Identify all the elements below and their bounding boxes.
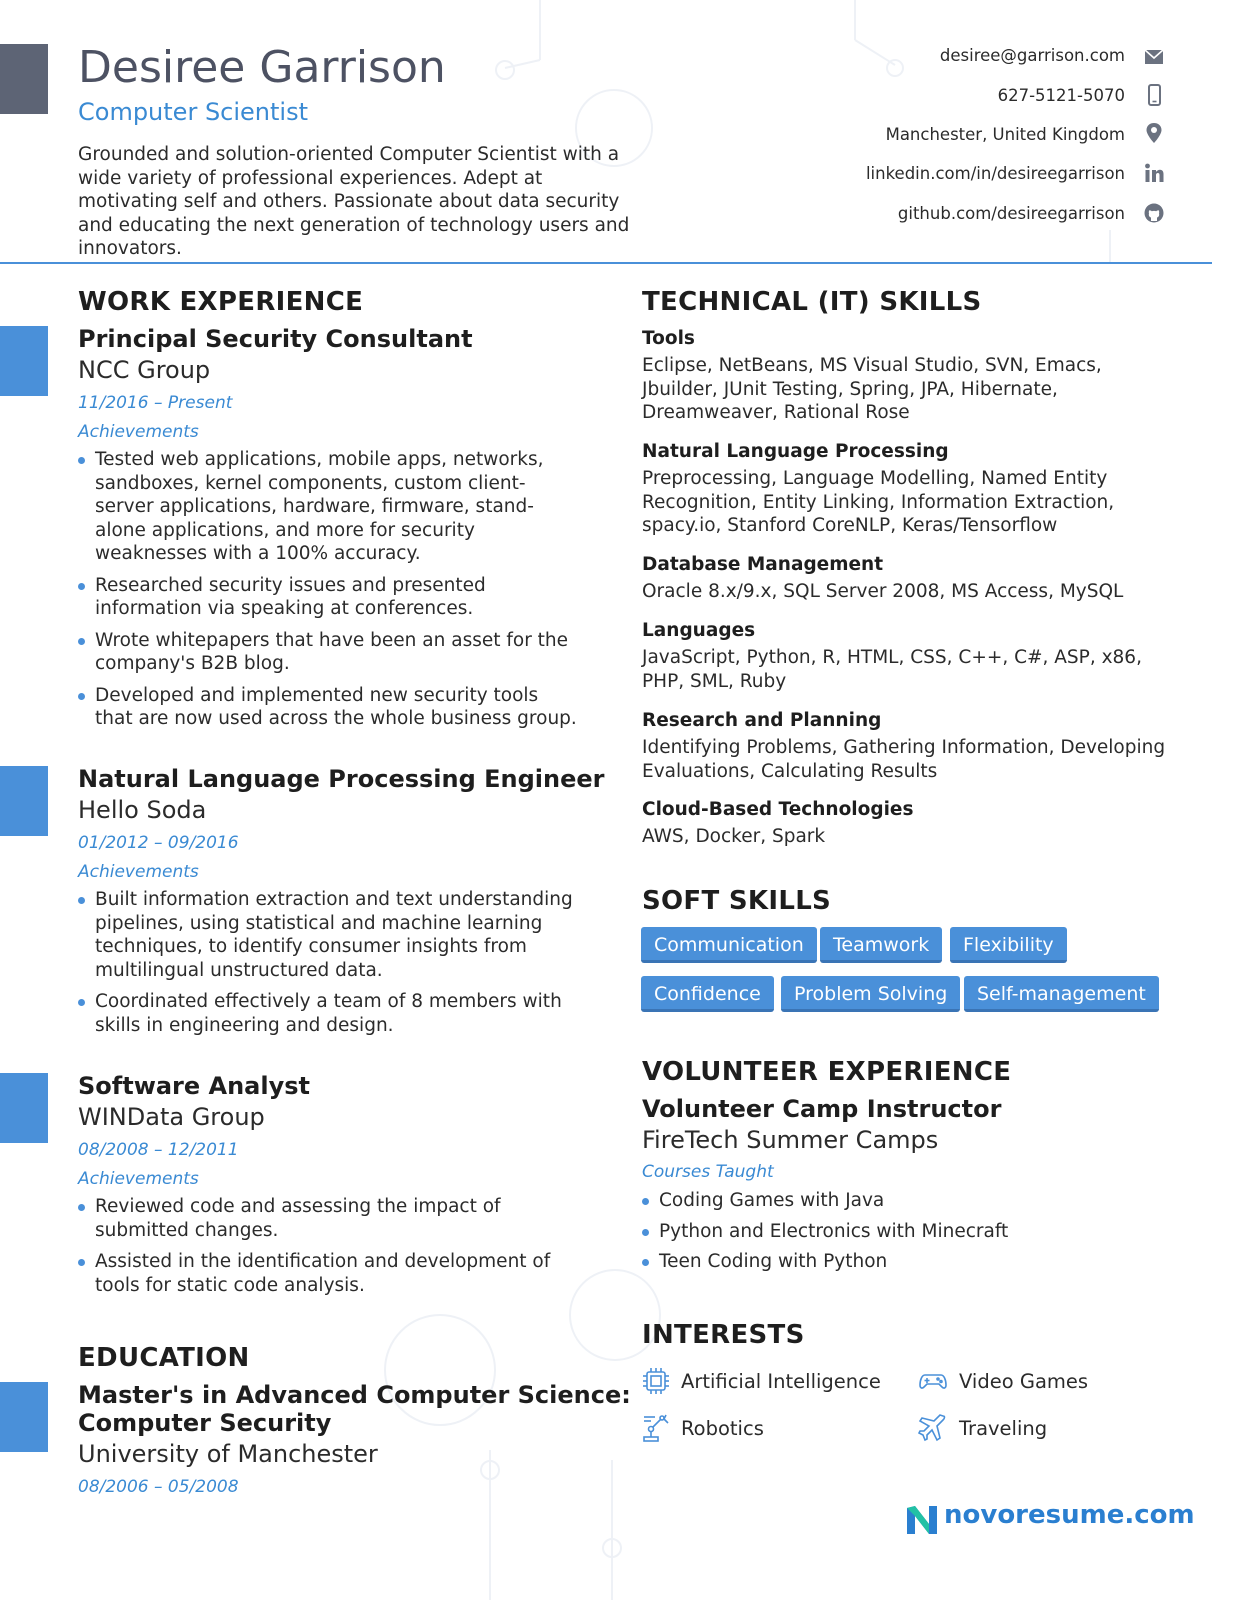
chip-icon [641, 1366, 671, 1396]
education-heading: EDUCATION [78, 1343, 250, 1373]
job-accent-block [0, 766, 48, 836]
soft-skills-heading: SOFT SKILLS [642, 886, 832, 916]
courses-label: Courses Taught [642, 1162, 774, 1182]
achievements-list [78, 1195, 578, 1297]
interests-heading: INTERESTS [642, 1320, 805, 1350]
novoresume-brand-text[interactable]: novoresume.com [944, 1500, 1195, 1530]
work-experience-heading: WORK EXPERIENCE [78, 287, 364, 317]
skill-tag-flexibility: Flexibility [950, 927, 1067, 963]
skill-tag-communication: Communication [641, 927, 817, 963]
skill-group-name: Natural Language Processing [642, 441, 949, 462]
achievements-label: Achievements [78, 862, 199, 882]
contact-phone[interactable]: 627-5121-5070 [997, 86, 1125, 105]
contact-location: Manchester, United Kingdom [885, 125, 1125, 144]
skill-tag-confidence: Confidence [641, 976, 774, 1012]
skill-group-name: Database Management [642, 554, 884, 575]
robot-arm-icon [641, 1413, 671, 1443]
list-item: Coordinated effectively a team of 8 members with skills in engineering and design. [78, 990, 578, 1037]
school-name: University of Manchester [78, 1440, 378, 1468]
job-accent-block [0, 1073, 48, 1143]
skill-tag-problem-solving: Problem Solving [781, 976, 960, 1012]
summary-text: Grounded and solution-oriented Computer Scientist with a wide variety of professional experiences. Adept at motivating self and others. Passionate about data security and educating the next generation of technology users and innovators. [78, 144, 630, 259]
skill-group-values: Preprocessing, Language Modelling, Named Entity Recognition, Entity Linking, Information Extraction, spacy.io, Stanford CoreNLP, Keras/Tensorflow [642, 468, 1115, 536]
header-divider [0, 262, 1212, 264]
skill-group-values: AWS, Docker, Spark [642, 826, 826, 847]
gamepad-icon [918, 1366, 948, 1396]
list-item: Assisted in the identification and development of tools for static code analysis. [78, 1250, 578, 1297]
skill-group-name: Cloud-Based Technologies [642, 799, 914, 820]
interest-label: Robotics [681, 1417, 764, 1440]
job-company: WINData Group [78, 1103, 265, 1131]
phone-icon [1143, 84, 1165, 106]
list-item: Built information extraction and text understanding pipelines, using statistical and machine learning techniques, to identify consumer insights from multilingual unstructured data. [78, 888, 578, 982]
airplane-icon [918, 1413, 948, 1443]
degree-title-line2: Computer Security [78, 1409, 332, 1437]
technical-skills-heading: TECHNICAL (IT) SKILLS [642, 287, 982, 317]
job-dates: 08/2008 – 12/2011 [78, 1140, 239, 1160]
location-pin-icon [1143, 122, 1165, 144]
list-item: Reviewed code and assessing the impact of submitted changes. [78, 1195, 578, 1242]
interest-label: Traveling [959, 1417, 1048, 1440]
skill-group-name: Research and Planning [642, 710, 882, 731]
job-role: Principal Security Consultant [78, 325, 473, 353]
envelope-icon [1143, 46, 1165, 68]
list-item: Wrote whitepapers that have been an asset for the company's B2B blog. [78, 629, 578, 676]
list-item: Developed and implemented new security tools that are now used across the whole business group. [78, 684, 578, 731]
degree-title-line1: Master's in Advanced Computer Science: [78, 1381, 631, 1409]
list-item: Tested web applications, mobile apps, networks, sandboxes, kernel components, custom client-server applications, hardware, firmware, stand-alone applications, and more for security weaknesses with a 100% accuracy. [78, 448, 578, 566]
github-icon [1143, 202, 1165, 224]
list-item: Researched security issues and presented information via speaking at conferences. [78, 574, 578, 621]
candidate-title: Computer Scientist [78, 98, 309, 126]
contact-github[interactable]: github.com/desireegarrison [897, 204, 1125, 223]
interest-label: Video Games [959, 1370, 1089, 1393]
job-role: Software Analyst [78, 1072, 311, 1100]
achievements-label: Achievements [78, 1169, 199, 1189]
skill-group-name: Tools [642, 328, 695, 349]
skill-group-values: JavaScript, Python, R, HTML, CSS, C++, C#, ASP, x86, PHP, SML, Ruby [642, 647, 1142, 692]
volunteer-role: Volunteer Camp Instructor [642, 1095, 1002, 1123]
candidate-name: Desiree Garrison [78, 42, 446, 93]
header-accent-block [0, 44, 48, 114]
courses-list [642, 1189, 1142, 1274]
skill-group-values: Eclipse, NetBeans, MS Visual Studio, SVN, Emacs, Jbuilder, JUnit Testing, Spring, JPA, Hibernate, Dreamweaver, Rational Rose [642, 355, 1102, 423]
list-item: Teen Coding with Python [642, 1250, 1142, 1274]
job-role: Natural Language Processing Engineer [78, 765, 605, 793]
achievements-label: Achievements [78, 422, 199, 442]
interest-label: Artificial Intelligence [681, 1370, 881, 1393]
education-accent-block [0, 1382, 48, 1452]
linkedin-icon [1143, 162, 1165, 184]
job-company: Hello Soda [78, 796, 207, 824]
job-dates: 11/2016 – Present [78, 393, 233, 413]
skill-tag-teamwork: Teamwork [820, 927, 942, 963]
achievements-list [78, 448, 578, 731]
contact-linkedin[interactable]: linkedin.com/in/desireegarrison [865, 164, 1125, 183]
education-dates: 08/2006 – 05/2008 [78, 1477, 239, 1497]
list-item: Coding Games with Java [642, 1189, 1142, 1213]
skill-tag-self-management: Self-management [964, 976, 1159, 1012]
list-item: Python and Electronics with Minecraft [642, 1220, 1142, 1244]
job-accent-block [0, 326, 48, 396]
volunteer-org: FireTech Summer Camps [642, 1126, 939, 1154]
job-company: NCC Group [78, 356, 211, 384]
job-dates: 01/2012 – 09/2016 [78, 833, 239, 853]
skill-group-values: Identifying Problems, Gathering Information, Developing Evaluations, Calculating Results [642, 737, 1166, 782]
achievements-list [78, 888, 578, 1037]
skill-group-name: Languages [642, 620, 756, 641]
volunteer-heading: VOLUNTEER EXPERIENCE [642, 1057, 1012, 1087]
novoresume-logo-icon [905, 1504, 939, 1536]
skill-group-values: Oracle 8.x/9.x, SQL Server 2008, MS Access, MySQL [642, 581, 1124, 602]
contact-email[interactable]: desiree@garrison.com [939, 46, 1125, 65]
